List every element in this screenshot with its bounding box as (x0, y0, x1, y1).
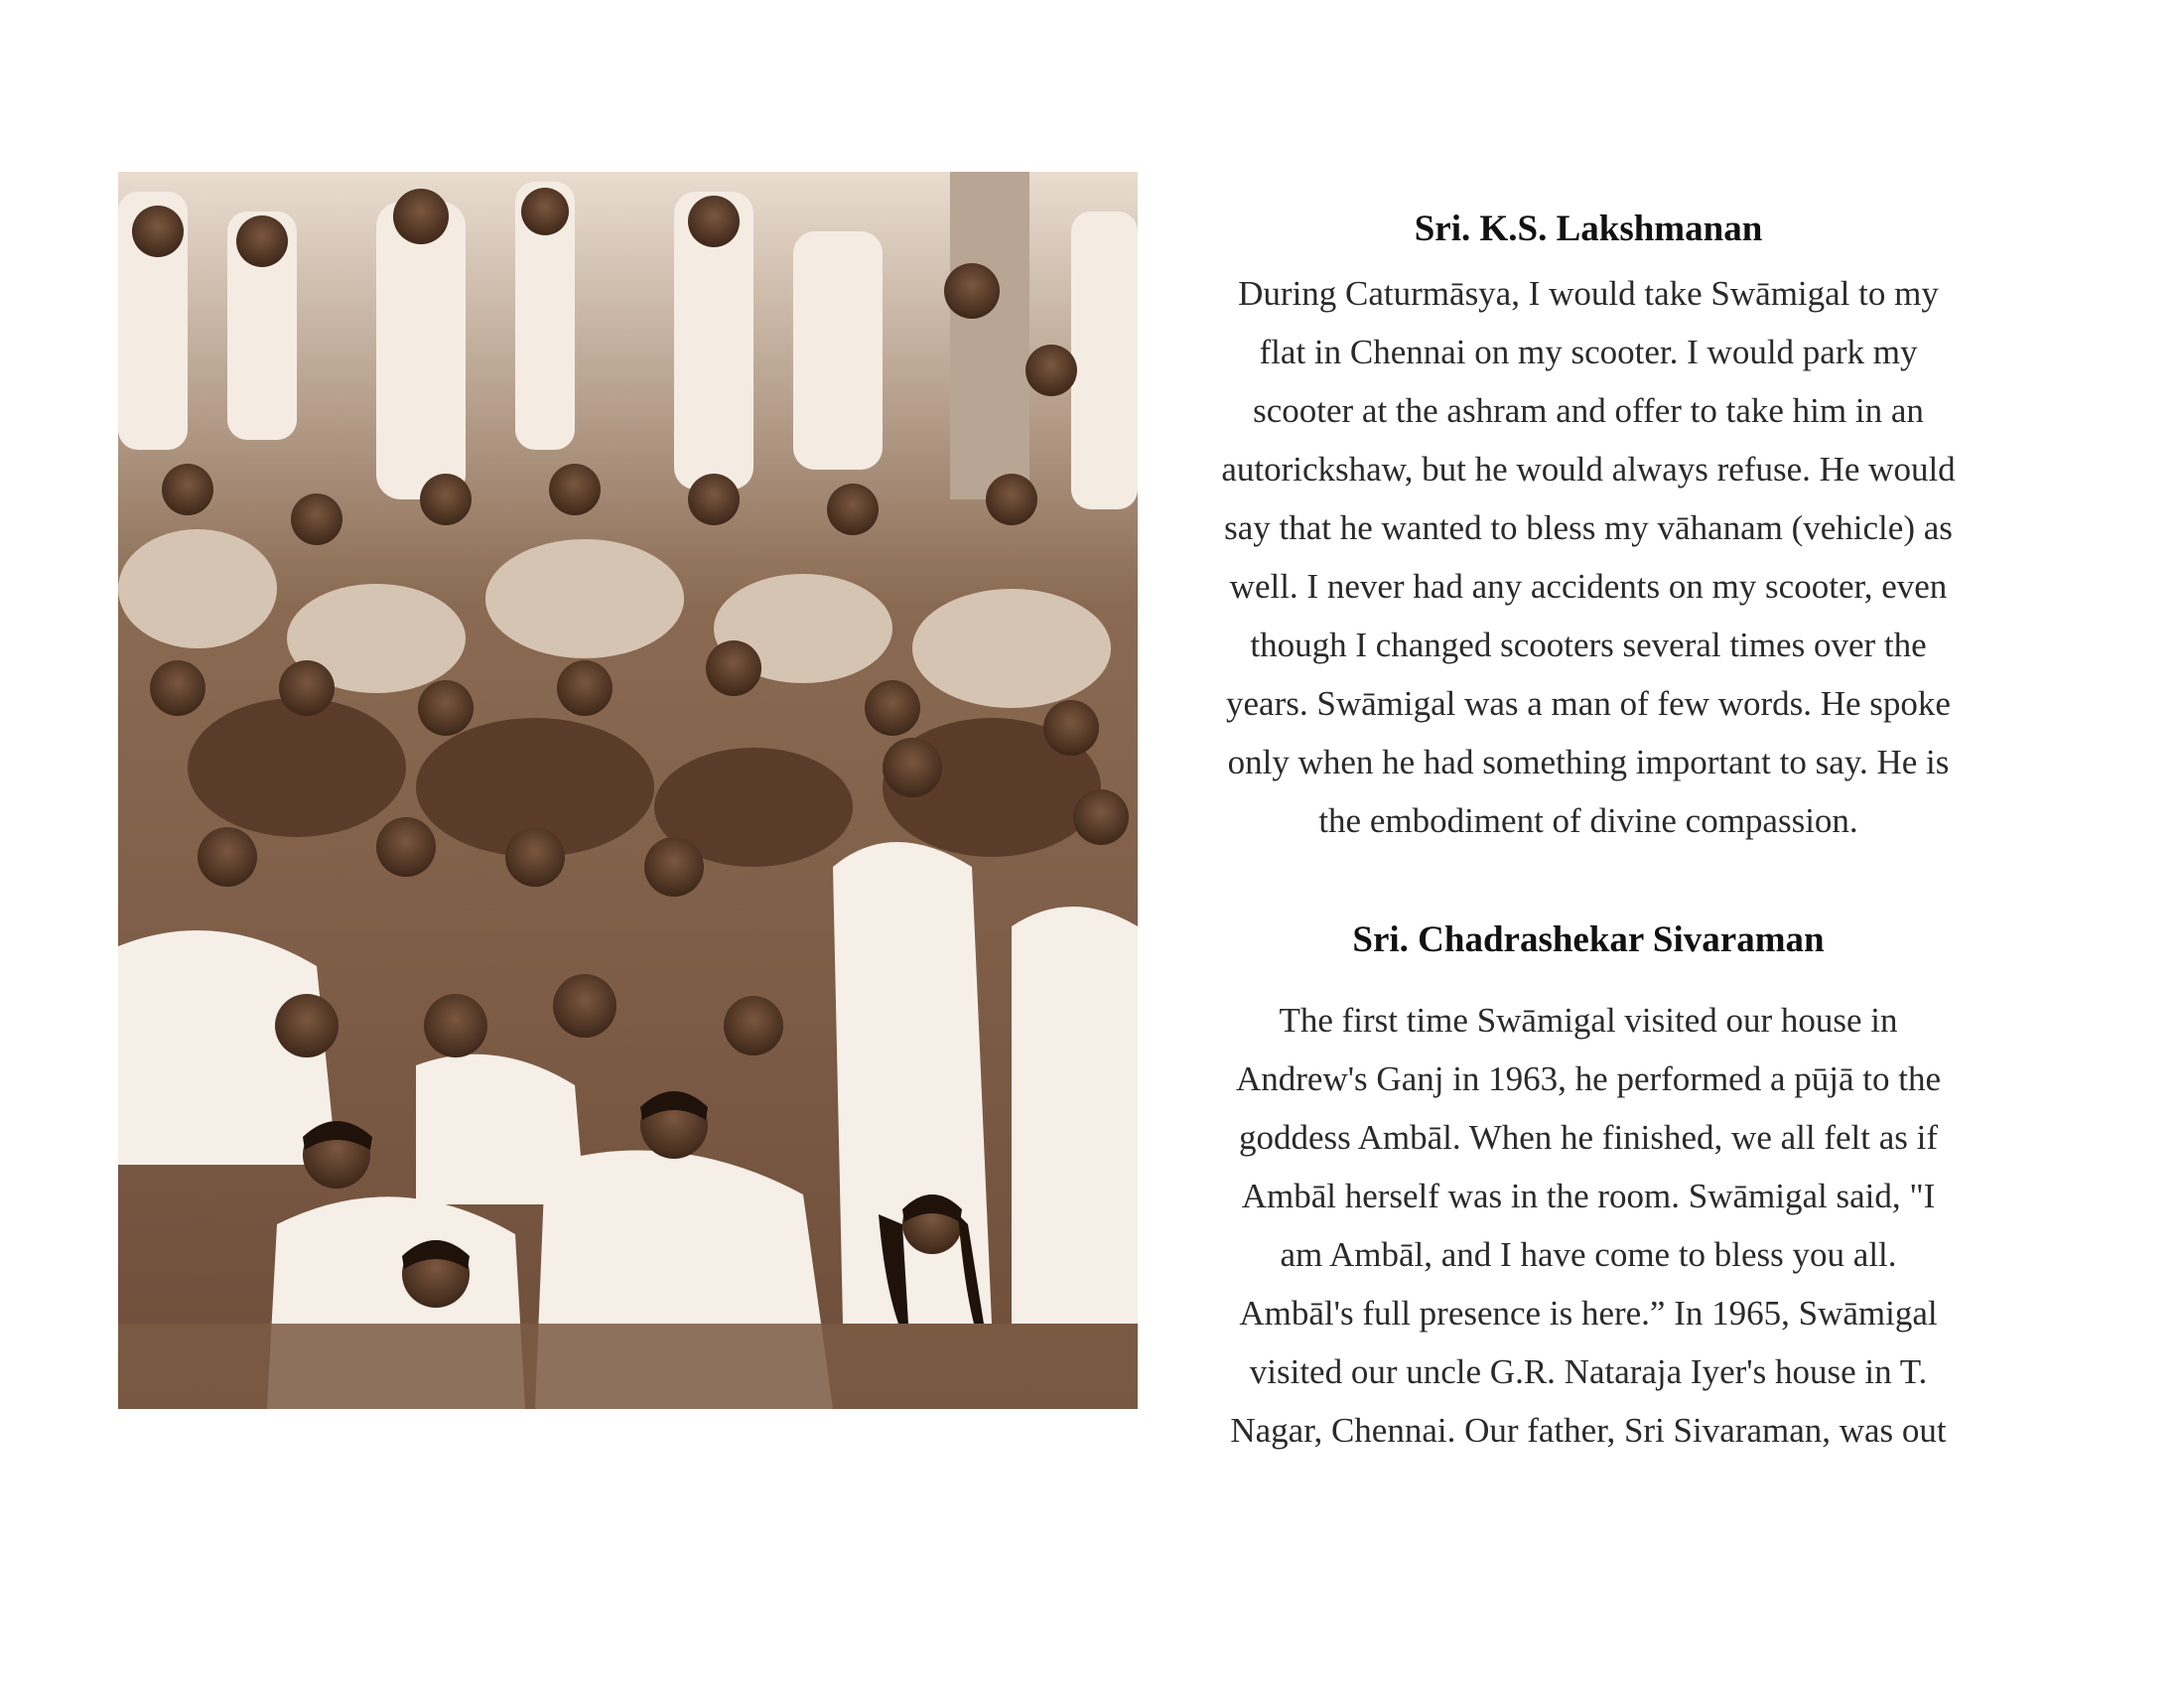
text-line: The first time Swāmigal visited our house in (1279, 1001, 1898, 1040)
text-line: say that he wanted to bless my vāhanam (vehicle) as (1224, 508, 1953, 547)
text-line: well. I never had any accidents on my scooter, even (1229, 567, 1948, 606)
section-heading-lakshmanan: Sri. K.S. Lakshmanan (1414, 209, 1763, 249)
text-line: only when he had something important to say. He is (1227, 743, 1950, 781)
section-heading-sivaraman: Sri. Chadrashekar Sivaraman (1352, 919, 1825, 960)
heading-spacer (1161, 975, 2015, 991)
text-line: Andrew's Ganj in 1963, he performed a pūjā to the (1236, 1059, 1941, 1098)
text-line: Nagar, Chennai. Our father, Sri Sivaraman, was out (1230, 1411, 1947, 1450)
text-line: Ambāl herself was in the room. Swāmigal said, "I (1241, 1177, 1936, 1215)
text-line: autorickshaw, but he would always refuse. He would (1221, 450, 1956, 489)
text-line: flat in Chennai on my scooter. I would park my (1259, 333, 1918, 371)
paragraph-lakshmanan (1161, 264, 2015, 850)
text-line: though I changed scooters several times over the (1250, 626, 1927, 664)
text-line: goddess Ambāl. When he finished, we all felt as if (1238, 1118, 1939, 1157)
text-line: visited our uncle G.R. Nataraja Iyer's house in T. (1249, 1352, 1928, 1391)
paragraph-sivaraman (1161, 991, 2015, 1460)
section-spacer (1161, 850, 2015, 906)
text-line: scooter at the ashram and offer to take him in an (1253, 391, 1924, 430)
text-line: am Ambāl, and I have come to bless you all. (1280, 1235, 1897, 1274)
text-line: the embodiment of divine compassion. (1318, 801, 1858, 840)
testimonial-column (1161, 195, 2015, 1460)
crowd-photograph (118, 172, 1138, 1409)
text-line: Ambāl's full presence is here.” In 1965, Swāmigal (1239, 1294, 1938, 1333)
text-line: During Caturmāsya, I would take Swāmigal to my (1238, 274, 1939, 313)
text-line: years. Swāmigal was a man of few words. He spoke (1226, 684, 1951, 723)
